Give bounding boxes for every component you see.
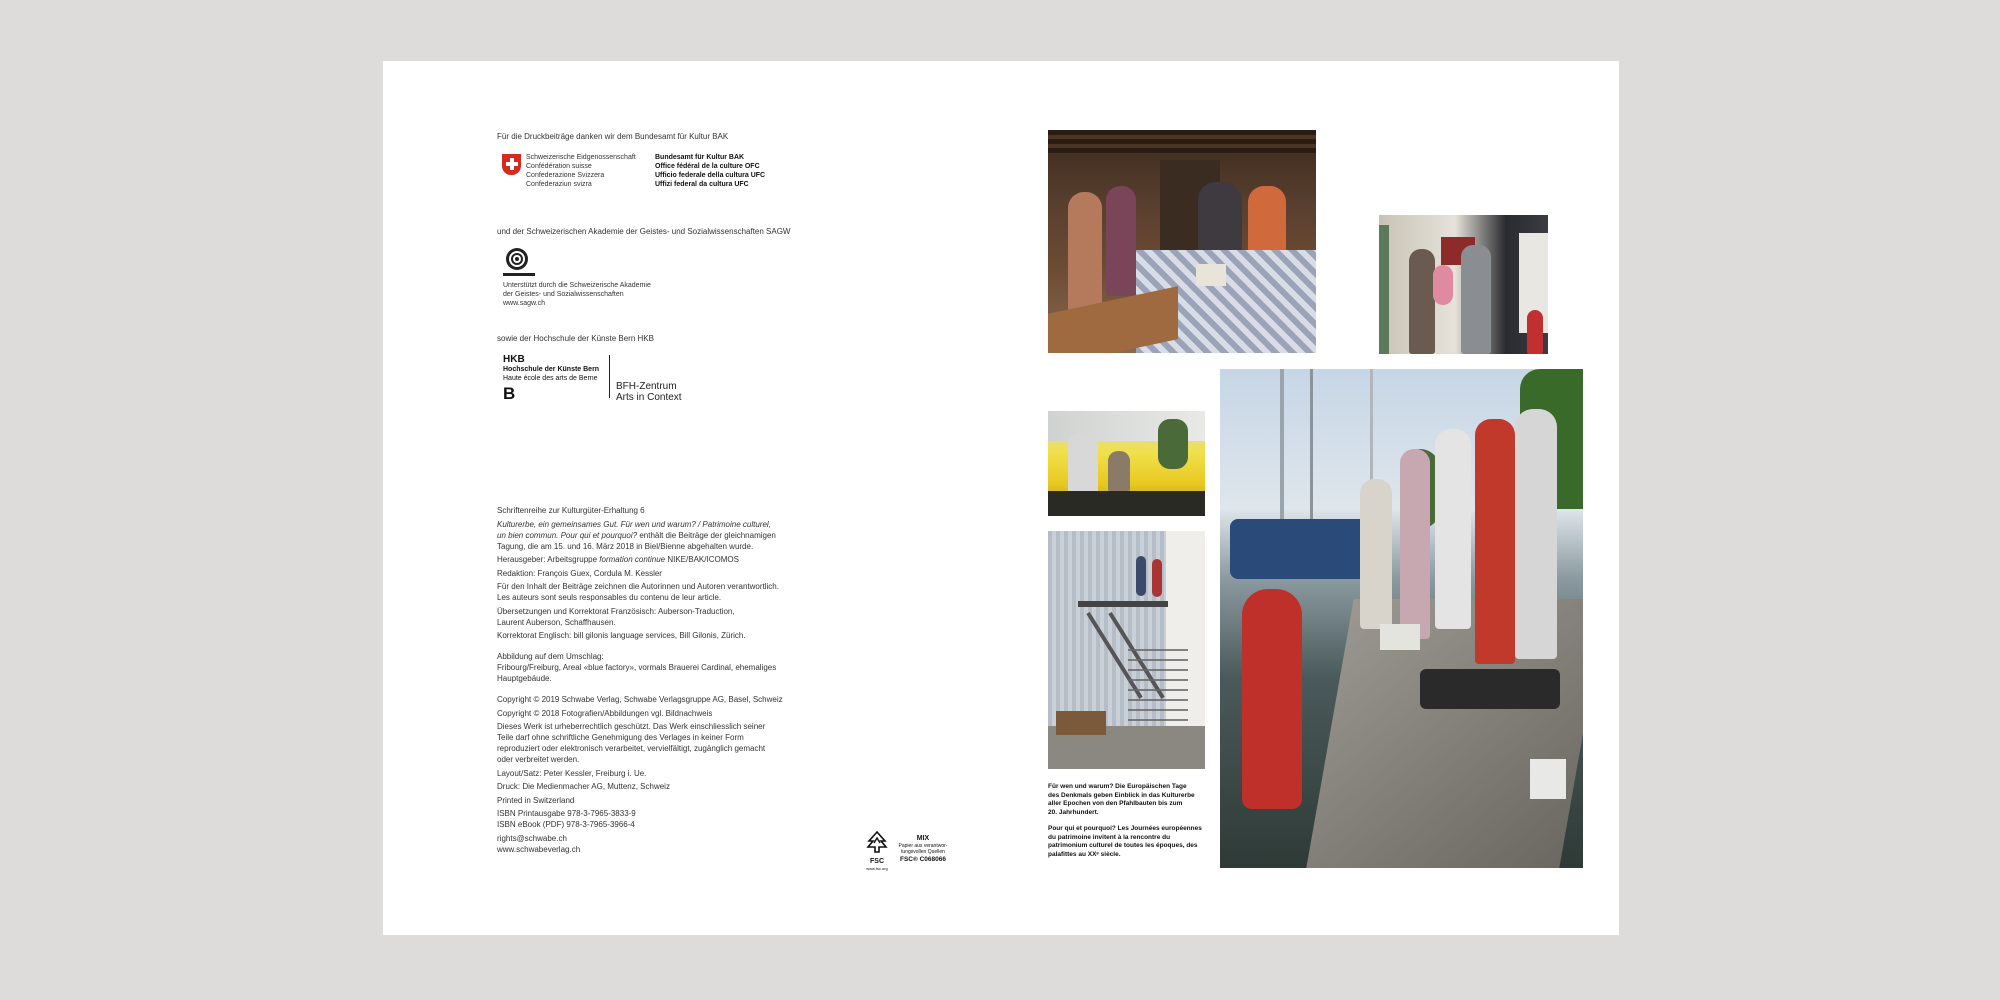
book-title-rest-1: enthält die Beiträge der gleichnamigen xyxy=(637,530,776,540)
caption-fr xyxy=(1048,825,1218,859)
rights-line-2: Teile darf ohne schriftliche Genehmigung des Verlages in keiner Form xyxy=(497,733,744,742)
caption-de-line-1: Für wen und warum? Die Europäischen Tage xyxy=(1048,783,1187,790)
contact-website[interactable]: www.schwabeverlag.ch xyxy=(497,844,581,854)
sagw-line-2: der Geistes- und Sozialwissenschaften xyxy=(503,291,624,298)
cover-line-1: Abbildung auf dem Umschlag: xyxy=(497,652,604,661)
office-name-rm: Uffizi federal da cultura UFC xyxy=(655,181,749,188)
bfh-line-1: BFH-Zentrum xyxy=(616,381,677,392)
fsc-line-2: tungsvollen Quellen xyxy=(901,849,945,855)
swiss-confederation-logo xyxy=(502,154,521,175)
confed-name-rm: Confederaziun svizra xyxy=(526,181,592,188)
sagw-line-1: Unterstützt durch die Schweizerische Akademie xyxy=(503,282,651,289)
rights-notice xyxy=(497,721,807,765)
fsc-line-1: Papier aus verantwor- xyxy=(898,843,948,849)
caption-fr-line-2: du patrimoine invitent à la rencontre du xyxy=(1048,833,1171,841)
book-title-rest-2: Tagung, die am 15. und 16. März 2018 in Biel/Bienne abgehalten wurde. xyxy=(497,541,754,551)
sagw-spiral-icon xyxy=(503,248,537,278)
caption-fr-line-3: patrimonium culturel de toutes les époques, des xyxy=(1048,842,1198,849)
caption-de-line-4: 20. Jahrhundert. xyxy=(1048,808,1099,816)
colophon xyxy=(497,505,807,855)
bak-intro: Für die Druckbeiträge danken wir dem Bundesamt für Kultur BAK xyxy=(497,132,729,141)
translations-line-2: Laurent Auberson, Schaffhausen. xyxy=(497,617,616,627)
fsc-logo xyxy=(864,831,890,871)
fsc-tree-icon xyxy=(865,831,889,853)
hkb-intro: sowie der Hochschule der Künste Bern HKB xyxy=(497,334,654,343)
book-title-line-2: un bien commun. Pour qui et pourquoi? xyxy=(497,530,638,540)
sagw-url: www.sagw.ch xyxy=(503,300,546,307)
responsibility-fr: Les auteurs sont seuls responsables du contenu de leur article. xyxy=(497,593,722,602)
confed-name-fr: Confédération suisse xyxy=(526,163,592,170)
rights-line-1: Dieses Werk ist urheberrechtlich geschützt. Das Werk einschliesslich seiner xyxy=(497,722,766,731)
isbn-print: ISBN Printausgabe 978-3-7965-3833-9 xyxy=(497,809,636,818)
rights-line-4: oder verbreitet werden. xyxy=(497,755,580,764)
hkb-name-fr: Haute école des arts de Berne xyxy=(503,375,598,382)
caption-fr-line-1: Pour qui et pourquoi? Les Journées européennes xyxy=(1048,825,1202,832)
cover-line-2: Fribourg/Freiburg, Areal «blue factory», vormals Brauerei Cardinal, ehemaliges xyxy=(497,663,777,672)
photo-lakeside-diver xyxy=(1220,369,1583,868)
confed-names xyxy=(526,153,656,189)
confed-name-it: Confederazione Svizzera xyxy=(526,172,605,179)
copyright-publisher: Copyright © 2019 Schwabe Verlag, Schwabe Verlagsgruppe AG, Basel, Schweiz xyxy=(497,695,783,704)
photo-interior-visitors xyxy=(1048,130,1316,353)
printed-in: Printed in Switzerland xyxy=(497,795,575,805)
photo-yellow-boat xyxy=(1048,411,1205,516)
book-spread xyxy=(383,61,1619,935)
translations xyxy=(497,606,807,628)
confed-name-de: Schweizerische Eidgenossenschaft xyxy=(526,154,636,161)
contact-email[interactable]: rights@schwabe.ch xyxy=(497,833,567,843)
office-name-it: Ufficio federale della cultura UFC xyxy=(655,172,766,179)
hkb-name-de: Hochschule der Künste Bern xyxy=(503,366,600,373)
photo-caption xyxy=(1048,783,1218,859)
book-title xyxy=(497,519,807,552)
english-proofreading: Korrektorat Englisch: bill gilonis language services, Bill Gilonis, Zürich. xyxy=(497,631,746,640)
redaktion: Redaktion: François Guex, Cordula M. Kessler xyxy=(497,568,662,578)
caption-fr-line-4: palafittes au XXᵉ siècle. xyxy=(1048,850,1121,858)
book-title-line-1: Kulturerbe, ein gemeinsames Gut. Für wen und warum? / Patrimoine culturel, xyxy=(497,519,771,529)
editor xyxy=(497,554,807,565)
fsc-logo-text: FSC xyxy=(870,858,884,865)
hkb-logo xyxy=(503,354,613,404)
fsc-label xyxy=(893,834,953,864)
cover-line-3: Hauptgebäude. xyxy=(497,674,552,683)
fsc-mix: MIX xyxy=(916,835,930,842)
photo-warehouse-stairs xyxy=(1048,531,1205,769)
contact xyxy=(497,833,807,855)
isbn-ebook: ISBN eBook (PDF) 978-3-7965-3966-4 xyxy=(497,820,635,829)
responsibility-de: Für den Inhalt der Beiträge zeichnen die Autorinnen und Autoren verantwortlich. xyxy=(497,582,779,591)
caption-de-line-2: des Denkmals geben Einblick in das Kulturerbe xyxy=(1048,791,1195,799)
editor-italic: formation continue xyxy=(599,555,666,564)
caption-de xyxy=(1048,783,1218,817)
office-names xyxy=(655,153,785,189)
caption-de-line-3: aller Epochen von den Pfahlbauten bis zum xyxy=(1048,800,1183,807)
responsibility xyxy=(497,581,807,603)
fsc-code: FSC® C068066 xyxy=(900,856,946,863)
cover-credit xyxy=(497,651,807,684)
office-name-de: Bundesamt für Kultur BAK xyxy=(655,154,745,161)
photo-museum-exhibit xyxy=(1379,215,1548,354)
translations-line-1: Übersetzungen und Korrektorat Französisch: Auberson-Traduction, xyxy=(497,606,735,616)
hkb-short: HKB xyxy=(503,354,525,365)
bfh-line-2: Arts in Context xyxy=(616,392,682,403)
editor-label: Herausgeber: Arbeitsgruppe xyxy=(497,555,600,564)
bfh-text xyxy=(616,381,682,403)
copyright-photos: Copyright © 2018 Fotografien/Abbildungen vgl. Bildnachweis xyxy=(497,708,713,718)
hkb-letter-mark: B xyxy=(503,384,516,403)
fsc-logo-url: www.fsc.org xyxy=(866,866,888,871)
editor-rest: NIKE/BAK/ICOMOS xyxy=(665,555,739,564)
series-title: Schriftenreihe zur Kulturgüter-Erhaltung 6 xyxy=(497,506,645,515)
layout-credit: Layout/Satz: Peter Kessler, Freiburg i. Ue. xyxy=(497,768,647,778)
sagw-logo xyxy=(503,248,537,283)
sagw-text xyxy=(503,281,723,308)
sagw-intro: und der Schweizerischen Akademie der Geistes- und Sozialwissenschaften SAGW xyxy=(497,227,791,236)
swiss-cross-icon xyxy=(502,154,521,175)
office-name-fr: Office fédéral de la culture OFC xyxy=(655,163,760,170)
isbn xyxy=(497,808,807,830)
hkb-divider xyxy=(609,355,610,398)
rights-line-3: reproduziert oder elektronisch verarbeitet, vervielfältigt, zugänglich gemacht xyxy=(497,744,766,753)
print-credit: Druck: Die Medienmacher AG, Muttenz, Schweiz xyxy=(497,782,670,791)
